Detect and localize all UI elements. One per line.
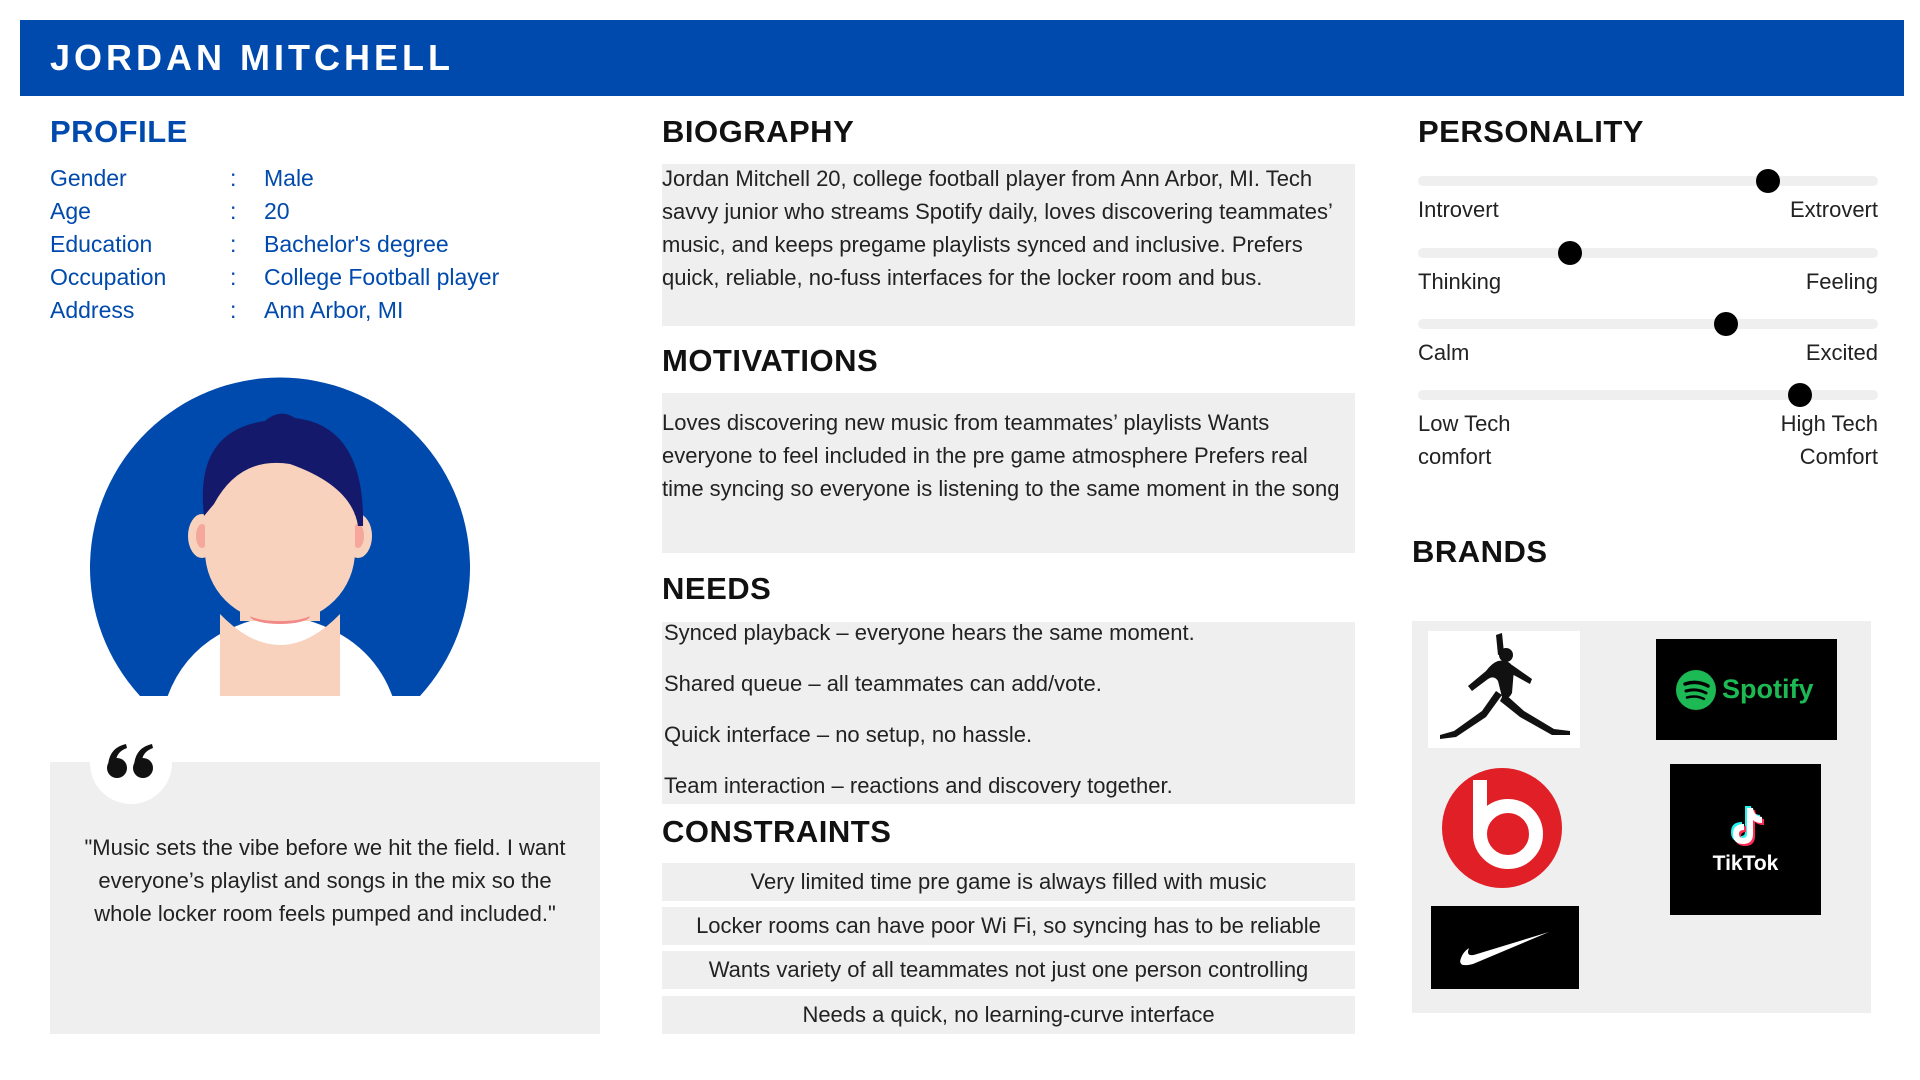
quote-badge [90,722,172,804]
jordan-jumpman-icon [1428,631,1580,748]
personality-title: PERSONALITY [1418,114,1644,149]
profile-key: Education [50,231,153,257]
quote-text: "Music sets the vibe before we hit the field. I want everyone’s playlist and songs in the mix so the whole locker room feels pumped and included." [84,835,566,926]
profile-title: PROFILE [50,114,188,149]
nike-swoosh-icon [1459,928,1551,968]
beats-logo [1438,768,1566,888]
trait-slider-thinking-feeling [1418,248,1878,258]
trait-slider-tech-comfort [1418,390,1878,400]
profile-value: Bachelor's degree [264,231,449,257]
trait-right-label: Feeling [1805,269,1878,294]
tiktok-icon [1725,804,1767,848]
motivations-title: MOTIVATIONS [662,343,879,378]
profile-key: Occupation [50,264,167,290]
profile-separator: : [230,165,237,191]
profile-separator: : [230,198,237,224]
need-item: Team interaction – reactions and discovery together. [664,773,1173,798]
profile-value: Male [264,165,314,191]
trait-slider-calm-excited [1418,319,1878,329]
trait-marker [1756,169,1780,193]
need-item: Quick interface – no setup, no hassle. [664,722,1033,747]
need-item: Synced playback – everyone hears the same moment. [664,620,1195,645]
spotify-icon [1676,670,1716,710]
profile-key: Address [50,297,135,323]
trait-marker [1788,383,1812,407]
tiktok-wordmark: TikTok [1712,852,1779,875]
motivations-text: Loves discovering new music from teammates’ playlists Wants everyone to feel included in the pre game atmosphere Prefers real time syncing so everyone is listening to the same moment in the song [662,410,1340,501]
profile-key: Age [50,198,91,224]
trait-right-label: High Tech Comfort [1780,411,1878,469]
spotify-logo [1656,639,1837,740]
trait-left-label: Introvert [1418,197,1499,222]
trait-right-label: Extrovert [1789,197,1878,222]
persona-name: JORDAN MITCHELL [50,37,454,78]
trait-right-label: Excited [1805,340,1878,365]
constraint-item: Wants variety of all teammates not just one person controlling [662,951,1355,989]
biography-title: BIOGRAPHY [662,114,855,149]
avatar [90,346,470,726]
constraint-item: Needs a quick, no learning-curve interface [662,996,1355,1034]
nike-logo [1431,906,1579,989]
need-item: Shared queue – all teammates can add/vote. [664,671,1102,696]
trait-left-label: Low Tech comfort [1418,411,1511,469]
constraint-item: Locker rooms can have poor Wi Fi, so syncing has to be reliable [662,907,1355,945]
brands-title: BRANDS [1412,534,1548,569]
trait-marker [1558,241,1582,265]
trait-left-label: Thinking [1418,269,1502,294]
trait-slider-introvert-extrovert [1418,176,1878,186]
biography-text: Jordan Mitchell 20, college football player from Ann Arbor, MI. Tech savvy junior who streams Spotify daily, loves discovering teammates’ music, and keeps pregame playlists synced and inclusive. Prefers quick, reliable, no-fuss interfaces for the locker room and bus. [662,166,1333,290]
profile-value: Ann Arbor, MI [264,297,404,323]
profile-value: 20 [264,198,290,224]
constraints-title: CONSTRAINTS [662,814,892,849]
profile-separator: : [230,231,237,257]
profile-value: College Football player [264,264,500,290]
needs-title: NEEDS [662,571,772,606]
profile-key: Gender [50,165,127,191]
profile-separator: : [230,264,237,290]
header-bar [20,20,1904,96]
tiktok-logo [1670,764,1821,915]
profile-separator: : [230,297,237,323]
constraint-item: Very limited time pre game is always filled with music [662,863,1355,901]
trait-left-label: Calm [1418,340,1470,365]
trait-marker [1714,312,1738,336]
quote-icon [106,742,156,782]
spotify-wordmark: Spotify [1722,674,1814,704]
